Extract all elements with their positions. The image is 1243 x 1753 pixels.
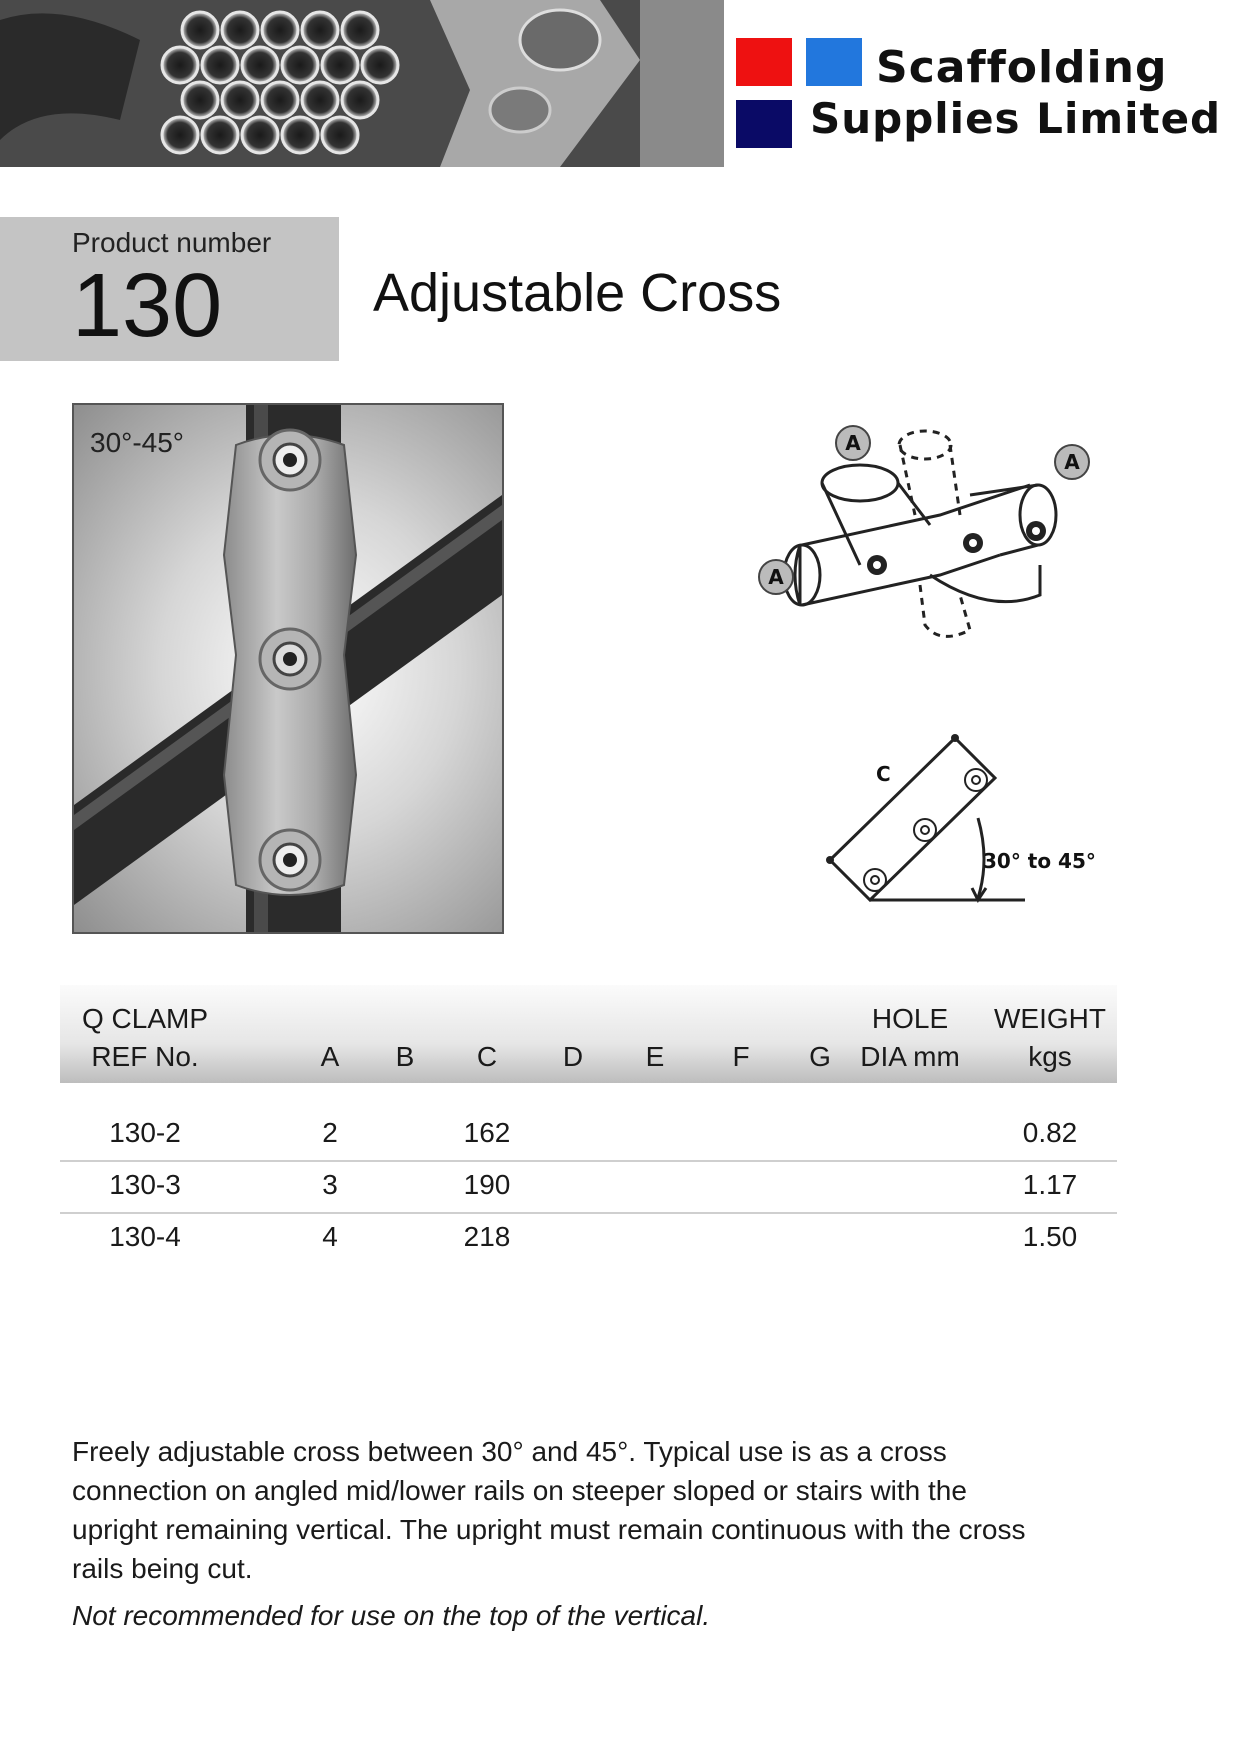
- brand-logo: [736, 38, 1236, 150]
- diagram-label-a-3: A: [768, 565, 784, 589]
- header-weight-line2: kgs: [1028, 1041, 1072, 1072]
- header-hole-line1: HOLE: [871, 1003, 949, 1034]
- header-c: C: [476, 1041, 498, 1072]
- header-ref-line2: REF No.: [91, 1041, 199, 1072]
- header-banner-image: [0, 0, 724, 167]
- cell-weight: 1.17: [1022, 1169, 1078, 1200]
- spec-table-body: [60, 1110, 1117, 1264]
- header-f: F: [732, 1041, 750, 1072]
- table-row: [60, 1110, 1117, 1162]
- angle-diagram: [800, 720, 1100, 930]
- product-description: Freely adjustable cross between 30° and 45°. Typical use is as a cross connection on angled mid/lower rails on steeper sloped or stairs with the upright remaining vertical. The upright must remain continuous with the cross rails being cut.: [72, 1436, 1026, 1584]
- header-ref-line1: Q CLAMP: [81, 1003, 209, 1034]
- product-number-label: Product number: [72, 227, 272, 258]
- cell-a: 3: [322, 1169, 338, 1200]
- cell-ref: 130-4: [109, 1221, 181, 1252]
- cell-weight: 1.50: [1022, 1221, 1078, 1252]
- spec-table-header: [60, 985, 1117, 1083]
- photo-angle-label: 30°-45°: [90, 427, 185, 458]
- table-row: [60, 1214, 1117, 1264]
- product-title: Adjustable Cross: [373, 263, 782, 323]
- brand-red-square: [736, 38, 792, 86]
- header-d: D: [562, 1041, 584, 1072]
- header-b: B: [395, 1041, 415, 1072]
- brand-navy-square: [736, 100, 792, 148]
- cell-c: 218: [463, 1221, 511, 1252]
- cell-ref: 130-3: [109, 1169, 181, 1200]
- product-number: 130: [72, 256, 223, 356]
- diagram-label-a-2: A: [1064, 450, 1080, 474]
- cell-ref: 130-2: [109, 1117, 181, 1148]
- product-number-box: [0, 217, 339, 361]
- usage-note: Not recommended for use on the top of the vertical.: [72, 1600, 711, 1631]
- cell-weight: 0.82: [1022, 1117, 1078, 1148]
- header-hole-line2: DIA mm: [860, 1041, 960, 1072]
- header-g: G: [809, 1041, 831, 1072]
- cell-a: 2: [322, 1117, 338, 1148]
- brand-name-line2: Supplies Limited: [810, 94, 1222, 143]
- cell-c: 162: [463, 1117, 511, 1148]
- diagram-label-c: C: [876, 762, 891, 786]
- header-a: A: [320, 1041, 340, 1072]
- product-photo: [72, 403, 504, 934]
- header-e: E: [645, 1041, 665, 1072]
- diagram-label-a-1: A: [845, 431, 861, 455]
- diagram-angle-text: 30° to 45°: [983, 849, 1096, 873]
- cell-a: 4: [322, 1221, 338, 1252]
- isometric-diagram: [740, 405, 1100, 650]
- header-weight-line1: WEIGHT: [994, 1003, 1106, 1034]
- table-row: [60, 1162, 1117, 1214]
- cell-c: 190: [463, 1169, 511, 1200]
- brand-name-line1: Scaffolding: [876, 42, 1168, 93]
- brand-blue-square: [806, 38, 862, 86]
